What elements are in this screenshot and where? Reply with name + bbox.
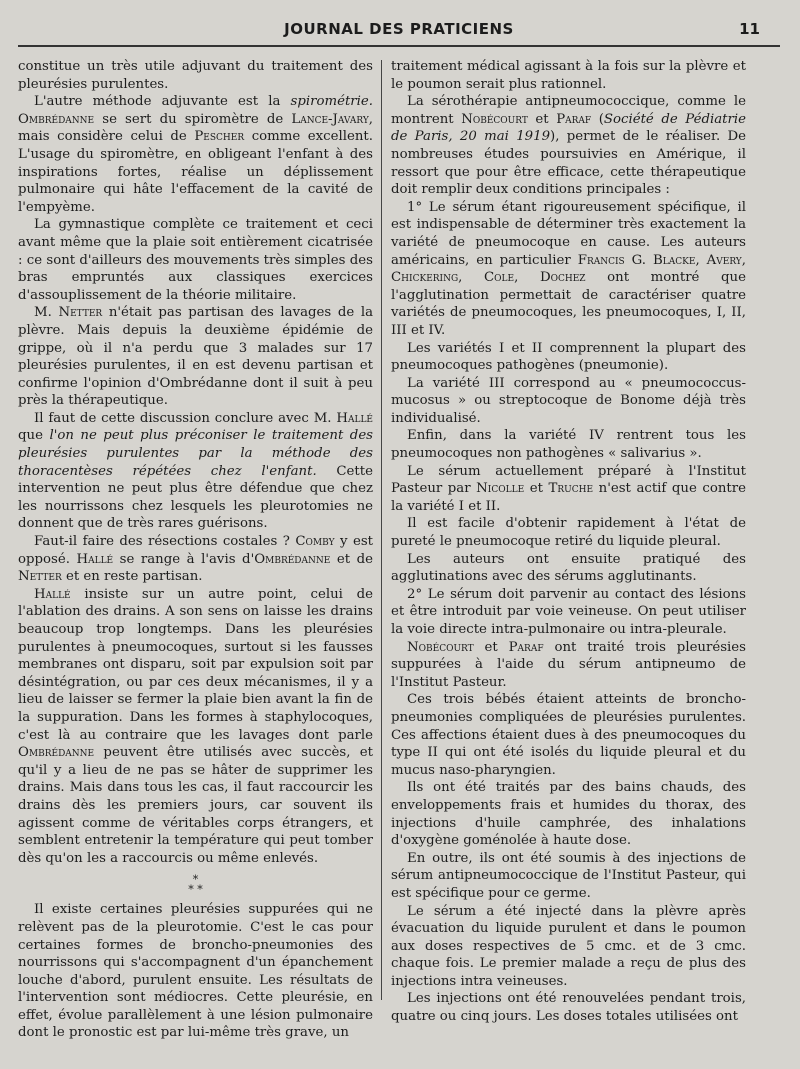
journal-title: JOURNAL DES PRATICIENS [284, 20, 514, 38]
paragraph: Nobécourt et Paraf ont traité trois pleurésies suppurées à l'aide du sérum antipneumo de l'Institut Pasteur. [391, 639, 746, 690]
paragraph: Les injections ont été renouvelées pendant trois, quatre ou cinq jours. Les doses totales utilisées ont [391, 991, 746, 1025]
paragraph: Faut-il faire des résections costales ? Comby y est opposé. Hallé se range à l'avis d'Ombrédanne et de Netter et en reste partisan. [18, 534, 374, 585]
paragraph: Le sérum a été injecté dans la plèvre après évacuation du liquide purulent et dans le poumon aux doses respectives de 5 cmc. et de 3 cmc. chaque fois. Le premier malade a reçu de plus des injections intra veineuses. [391, 903, 746, 989]
paragraph: 2° Le sérum doit parvenir au contact des lésions et être introduit par voie veineuse. On peut utiliser la voie directe intra-pulmonaire ou intra-pleurale. [391, 586, 746, 637]
paragraph: Les auteurs ont ensuite pratiqué des agglutinations avec des sérums agglutinants. [391, 551, 746, 585]
paragraph: Le sérum actuellement préparé à l'Institut Pasteur par Nicolle et Truche n'est actif que contre la variété I et II. [391, 463, 747, 514]
paragraph: 1° Le sérum étant rigoureusement spécifique, il est indispensable de déterminer très exactement la variété de pneumocoque en cause. Les auteurs américains, en particulier Francis G. Blacke, Avery, Chickering, Cole, Dochez ont montré que l'agglutination permettait de caractériser quatre variétés de pneumocoques, les pneumocoques, I, II, III et IV. [391, 199, 746, 338]
paragraph: La sérothérapie antipneumococcique, comme le montrent Nobécourt et Paraf (Société de Pédiatrie de Paris, 20 mai 1919), permet de le réaliser. De nombreuses études poursuivies en Amérique, il ressort que pour être efficace, cette thérapeutique doit remplir deux conditions principales : [391, 94, 746, 198]
paragraph: La variété III correspond au « pneumococcus-mucosus » ou streptocoque de Bonome déjà très individualisé. [391, 375, 746, 426]
left-column [18, 58, 373, 1042]
section-asterism: * * * [188, 873, 203, 897]
page-number: 11 [739, 20, 760, 38]
paragraph: Ils ont été traités par des bains chauds, des enveloppements frais et humides du thorax, des injections d'huile camphrée, des inhalations d'oxygène goménolée à haute dose. [391, 780, 746, 849]
paragraph: L'autre méthode adjuvante est la spirométrie. Ombrédanne se sert du spiromètre de Lance-Javary, mais considère celui de Pescher comme excellent. L'usage du spiromètre, en obligeant l'enfant à des inspirations fortes, réalise un déplissement pulmonaire qui hâte l'effacement de la cavité de l'empyème. [18, 94, 373, 215]
paragraph: En outre, ils ont été soumis à des injections de sérum antipneumococcique de l'Institut Pasteur, qui est spécifique pour ce germe. [391, 850, 746, 901]
page-header [18, 18, 780, 48]
paragraph: M. Netter n'était pas partisan des lavages de la plèvre. Mais depuis la deuxième épidémie de grippe, où il n'a perdu que 3 malades sur 17 pleurésies purulentes, il en est devenu partisan et confirme l'opinion d'Ombrédanne dont il suit à peu près la thérapeutique. [18, 305, 373, 409]
paragraph: Les variétés I et II comprennent la plupart des pneumocoques pathogènes (pneumonie). [391, 340, 746, 374]
paragraph: constitue un très utile adjuvant du traitement des pleurésies purulentes. [18, 59, 373, 92]
paragraph: traitement médical agissant à la fois sur la plèvre et le poumon serait plus rationnel. [391, 59, 746, 92]
paragraph: Il existe certaines pleurésies suppurées qui ne relèvent pas de la pleurotomie. C'est le cas pour certaines formes de broncho-pneumonies des nourrissons qui s'accompagnent d'un épanchement louche d'abord, purulent ensuite. Les résultats de l'intervention sont médiocres. Cette pleurésie, en effet, évolue parallèlement à une lésion pulmonaire dont le pronostic est par lui-même très grave, un [18, 902, 373, 1041]
paragraph: Il est facile d'obtenir rapidement à l'état de pureté le pneumocoque retiré du liquide pleural. [391, 516, 746, 550]
paragraph: Ces trois bébés étaient atteints de broncho-pneumonies compliquées de pleurésies purulentes. Ces affections étaient dues à des pneumocoques du type II qui ont été isolés du liquide pleural et du mucus naso-pharyngien. [391, 692, 746, 778]
header-rule [18, 45, 780, 47]
column-divider [381, 60, 382, 1000]
paragraph: Il faut de cette discussion conclure avec M. Hallé que l'on ne peut plus préconiser le traitement des pleurésies purulentes par la méthode des thoracentèses répétées chez l'enfant. Cette intervention ne peut plus être défendue que chez les nourrissons chez lesquels les pleurotomies ne donnent que de très rares guérisons. [18, 410, 374, 532]
right-column [391, 58, 746, 1026]
paragraph: Hallé insiste sur un autre point, celui de l'ablation des drains. A son sens on laisse les drains beaucoup trop longtemps. Dans les pleurésies purulentes à pneumocoques, surtout si les fausses membranes ont disparu, soit par expulsion soit par désintégration, ou par ces deux mécanismes, il y a lieu de laisser se fermer la plaie bien avant la fin de la suppuration. Dans les formes à staphylocoques, c'est là au contraire que les lavages dont parle Ombrédanne peuvent être utilisés avec succès, et qu'il y a lieu de ne pas se hâter de supprimer les drains. Mais dans tous les cas, il faut raccourcir les drains dès les premiers jours, car souvent ils agissent comme de véritables corps étrangers, et semblent entretenir la température qui peut tomber dès qu'on les a raccourcis ou même enlevés. [18, 586, 373, 866]
paragraph: La gymnastique complète ce traitement et ceci avant même que la plaie soit entièrement cicatrisée : ce sont d'ailleurs des mouvements très simples des bras empruntés aux classiques exercices d'assouplissement de la théorie militaire. [18, 217, 373, 303]
paragraph: Enfin, dans la variété IV rentrent tous les pneumocoques non pathogènes « salivarius ». [391, 428, 746, 462]
